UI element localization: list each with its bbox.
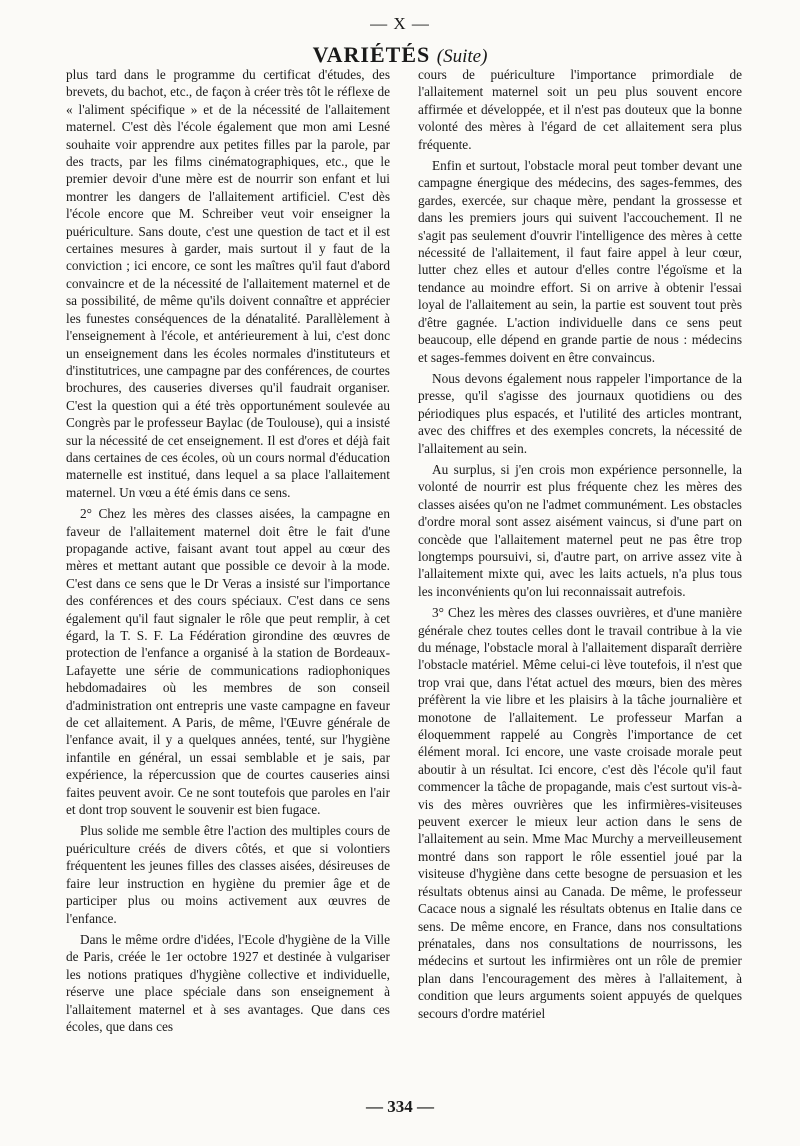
- paragraph: cours de puériculture l'importance primordiale de l'allaitement maternel soit un peu plus souvent encore affirmée et développée, et il n'est pas douteux que la bonne volonté des mères à l'égard de cet allaitement sera plus fréquente.: [418, 67, 742, 152]
- page-number: — 334 —: [366, 1097, 434, 1116]
- paragraph: Enfin et surtout, l'obstacle moral peut tomber devant une campagne énergique des médecins, des sages-femmes, des gardes, exercée, sur chaque mère, pendant la grossesse et dans les premiers jours qui suivent l'accouchement. Il ne s'agit pas seulement d'ouvrir l'intelligence des mères à cette nécessité de l'allaitement, il faut faire appel à leur cœur, lutter chez elles et autour d'elles contre l'égoïsme et la tendance au moindre effort. Si on arrive à obtenir l'essai loyal de l'allaitement au sein, la partie est souvent tout près d'être gagnée. L'action individuelle dans ce sens peut beaucoup, elle dépend en grande partie de nous : médecins et sages-femmes doivent en être convaincus.: [418, 158, 742, 365]
- right-column: [418, 66, 742, 1092]
- section-title: VARIÉTÉS: [312, 42, 431, 67]
- paragraph: Dans le même ordre d'idées, l'Ecole d'hygiène de la Ville de Paris, créée le 1er octobre 1927 et destinée à vulgariser les notions pratiques d'hygiène collective et individuelle, réserve une place spéciale dans son enseignement à l'allaitement maternel et à ses avantages. Que dans ces écoles, que dans ces: [66, 931, 390, 1034]
- paragraph: Nous devons également nous rappeler l'importance de la presse, qu'il s'agisse des journaux quotidiens ou des périodiques plus espacés, et l'utilité des articles montrant, avec des chiffres et des exemples concrets, la nécessité de l'allaitement au sein.: [418, 370, 742, 456]
- paragraph: 2° Chez les mères des classes aisées, la campagne en faveur de l'allaitement maternel doit être le fait d'une propagande active, faisant avant tout appel au cœur des mères et mettant autant que possible ce devoir à la mode. C'est dans ce sens que le Dr Veras a insisté sur l'importance des conférences et des cours spéciaux. C'est dans ce sens également qu'il faut signaler le rôle que peut remplir, à cet égard, la T. S. F. La Fédération girondine des œuvres de protection de l'enfance a organisé à la station de Bordeaux-Lafayette une série de communications radiophoniques hebdomadaires où les membres de son conseil d'administration ont entrepris une vaste campagne en faveur de cet allaitement. A Paris, de même, l'Œuvre générale de l'enfance avait, il y a quelques années, tenté, sur l'hygiène infantile en général, un essai semblable et je sais, par expérience, la répercussion que de courtes causeries ainsi faites peuvent avoir. Ce ne sont toutefois que paroles en l'air et dont trop souvent le souvenir est bien fugace.: [66, 506, 390, 818]
- paragraph: Plus solide me semble être l'action des multiples cours de puériculture créés de divers côtés, et que si volontiers fréquentent les jeunes filles des classes aisées, désireuses de faire leur instruction en hygiène du premier âge et de participer plus ou moins activement aux œuvres de l'enfance.: [66, 823, 390, 926]
- text-columns: [66, 66, 742, 1092]
- running-head: [0, 42, 800, 68]
- left-column: [66, 66, 390, 1092]
- folio-roman: — X —: [370, 14, 430, 33]
- paragraph: 3° Chez les mères des classes ouvrières, et d'une manière générale chez toutes celles dont le travail contribue à la vie du ménage, l'obstacle moral à l'allaitement disparaît derrière l'obstacle matériel. Même celui-ci lève toutefois, il n'est que trop vrai que, dans l'état actuel des mœurs, bien des mères préfèrent la vie libre et les plaisirs à la tâche journalière et monotone de l'allaitement. Le professeur Marfan a éloquemment rappelé au Congrès l'importance de cet élément moral. Ici encore, une vaste croisade morale peut aboutir à un résultat. Ici encore, c'est dès l'école qu'il faut commencer la tâche de propagande, mais c'est surtout vis-à-vis des mères ouvrières que les infirmières-visiteuses peuvent exercer le mieux leur action dans le sens de l'allaitement au sein. Mme Mac Murchy a merveilleusement montré dans son rapport le rôle essentiel joué par la visiteuse d'hygiène dans cette besogne de persuasion et les résultats obtenus ainsi au Canada. De même, le professeur Cacace nous a signalé les résultats obtenus en Italie dans ce sens. De même encore, en France, dans nos consultations prénatales, dans nos consultations de nourrissons, les médecins et surtout les infirmières ont un rôle de premier plan dans l'encouragement des mères à l'allaitement, à condition que leurs arguments soient appuyés de quelques secours d'ordre matériel: [418, 605, 742, 1021]
- paragraph: Au surplus, si j'en crois mon expérience personnelle, la volonté de nourrir est plus fréquente chez les mères des classes aisées qu'on ne l'admet communément. Les obstacles d'ordre moral sont assez aisément vaincus, si d'une part on concède que l'allaitement maternel peut ne pas être trop longtemps poursuivi, si, d'autre part, on arrive assez vite à l'allaitement mixte qui, avec les laits actuels, n'a plus tous les inconvénients qu'on lui reconnaissait autrefois.: [418, 461, 742, 599]
- paragraph: plus tard dans le programme du certificat d'études, des brevets, du bachot, etc., de façon à créer très tôt le réflexe de « l'aliment spécifique » et de la nécessité de l'allaitement maternel. C'est dès l'école également que mon ami Lesné souhaite voir apprendre aux petites filles par la parole, par des tracts, par les films cinématographiques, etc., que le premier devoir d'une mère est de nourrir son enfant et lui montrer les dangers de l'allaitement artificiel. C'est dès l'école encore que M. Schreiber veut voir enseigner la puériculture. Sans doute, c'est une question de tact et il est certaines mesures à garder, mais surtout il y faut de la conviction ; ici encore, ce sont les maîtres qu'il faut d'abord convaincre et de la nécessité de l'allaitement maternel et de sa possibilité, de même qu'ils doivent connaître et apprécier les funestes conséquences de la dénatalité. Parallèlement à l'enseignement à l'école, et antérieurement à lui, c'est donc un enseignement dans les écoles normales d'instituteurs et d'institutrices, une campagne par des conférences, de courtes brochures, des causeries diverses qu'il faudrait organiser. C'est la question qui a été très opportunément soulevée au Congrès par le professeur Baylac (de Toulouse), qui a insisté sur la nécessité de cet enseignement. Il est d'ores et déjà fait dans certaines de ces écoles, où un cours normal d'éducation maternelle est institué, dans lequel a sa place l'allaitement maternel. Un vœu a été émis dans ce sens.: [66, 67, 390, 500]
- section-title-suite: (Suite): [436, 46, 488, 67]
